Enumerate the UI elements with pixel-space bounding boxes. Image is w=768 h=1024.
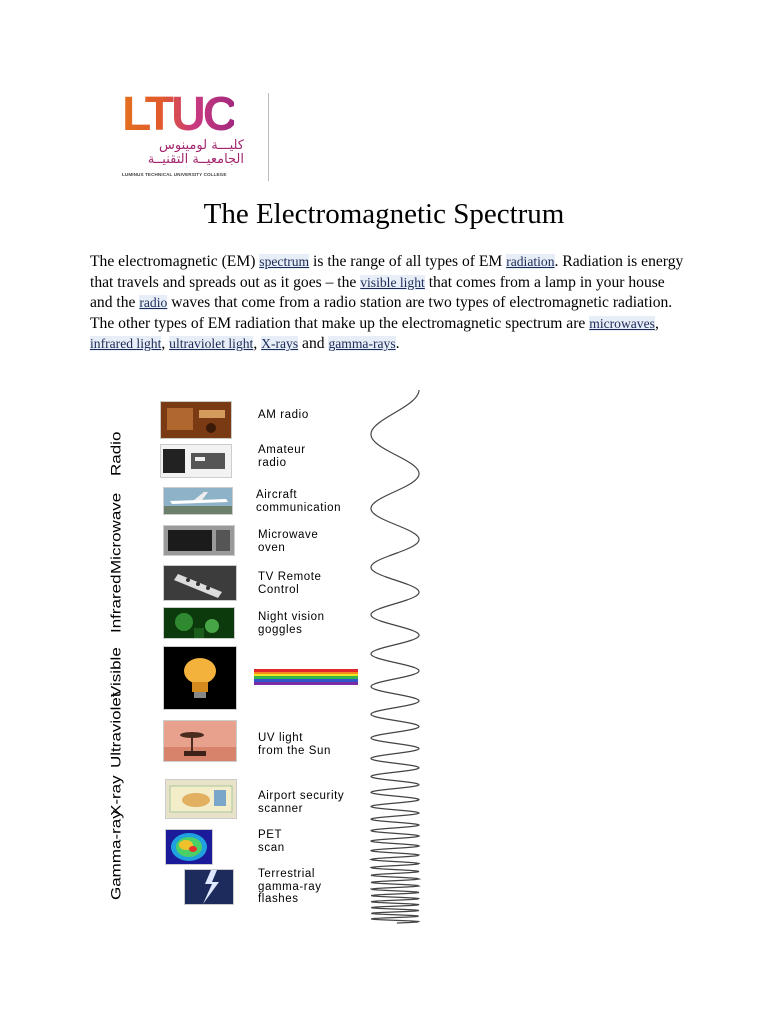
visible-bulb-image (163, 646, 237, 710)
band-label-microwave: Microwave (108, 492, 124, 574)
am-radio-image (160, 401, 232, 439)
row-label-gamma-flashes: Terrestrial gamma-ray flashes (258, 868, 322, 905)
band-label-radio: Radio (108, 431, 124, 476)
link-visible-light[interactable]: visible light (360, 274, 425, 290)
logo-wordmark: LTUC (122, 88, 235, 141)
row-label-microwave-oven: Microwave oven (258, 529, 319, 554)
page-title: The Electromagnetic Spectrum (203, 198, 565, 230)
gamma-flash-image (184, 869, 234, 905)
wave-line (371, 390, 419, 923)
ltuc-logo (120, 88, 272, 183)
band-label-x-ray: X-ray (108, 775, 124, 816)
link-spectrum[interactable]: spectrum (259, 254, 310, 269)
logo-arabic-name: كليـــة لومينوس الجامعيــة التقنيــة (147, 138, 244, 167)
logo-caption: LUMINUS TECHNICAL UNIVERSITY COLLEGE (122, 172, 227, 177)
band-label-infrared: Infrared (108, 574, 124, 633)
band-label-visible: Visible (108, 647, 124, 697)
aircraft-image (163, 487, 233, 515)
row-label-aircraft: Aircraft communication (256, 489, 342, 514)
link-radiation[interactable]: radiation (506, 254, 555, 269)
link-gamma-rays[interactable]: gamma-rays (328, 336, 396, 351)
pet-scan-image (165, 829, 213, 865)
row-label-amateur-radio: Amateur radio (258, 444, 306, 469)
microwave-oven-image (163, 525, 235, 556)
intro-paragraph: The electromagnetic (EM) spectrum is the range of all types of EM radiation. Radiation is energy that travels and spreads out as it goes – the visible light that comes from a lamp in your house and the radio waves that come from a radio station are two types of electromagnetic radiation. The other types of EM radiation that make up the electromagnetic spectrum are microwaves, infrared light, ultraviolet light, X-rays and gamma-rays. (90, 253, 684, 352)
band-label-ultraviolet: Ultraviolet (108, 692, 124, 768)
band-label-gamma-ray: Gamma-ray (108, 810, 124, 900)
row-label-airport-scanner: Airport security scanner (258, 790, 345, 815)
em-spectrum-figure (104, 388, 434, 924)
tv-remote-image (163, 565, 237, 601)
wavelength-wave (364, 388, 434, 924)
visible-rainbow-bar (254, 669, 358, 685)
link-infrared-light[interactable]: infrared light (90, 336, 162, 351)
uv-sun-image (163, 720, 237, 762)
link-microwaves[interactable]: microwaves (589, 315, 655, 331)
amateur-radio-image (160, 444, 232, 478)
link-radio[interactable]: radio (139, 295, 168, 310)
logo-divider (268, 93, 269, 181)
row-label-uv-light: UV light from the Sun (258, 732, 332, 757)
link-x-rays[interactable]: X-rays (261, 336, 299, 351)
row-label-pet-scan: PET scan (258, 829, 285, 854)
row-label-night-vision: Night vision goggles (258, 611, 325, 636)
airport-scanner-image (165, 779, 237, 819)
night-vision-image (163, 607, 235, 639)
row-label-am-radio: AM radio (258, 409, 309, 421)
row-label-tv-remote: TV Remote Control (258, 571, 322, 596)
link-ultraviolet-light[interactable]: ultraviolet light (169, 336, 254, 351)
